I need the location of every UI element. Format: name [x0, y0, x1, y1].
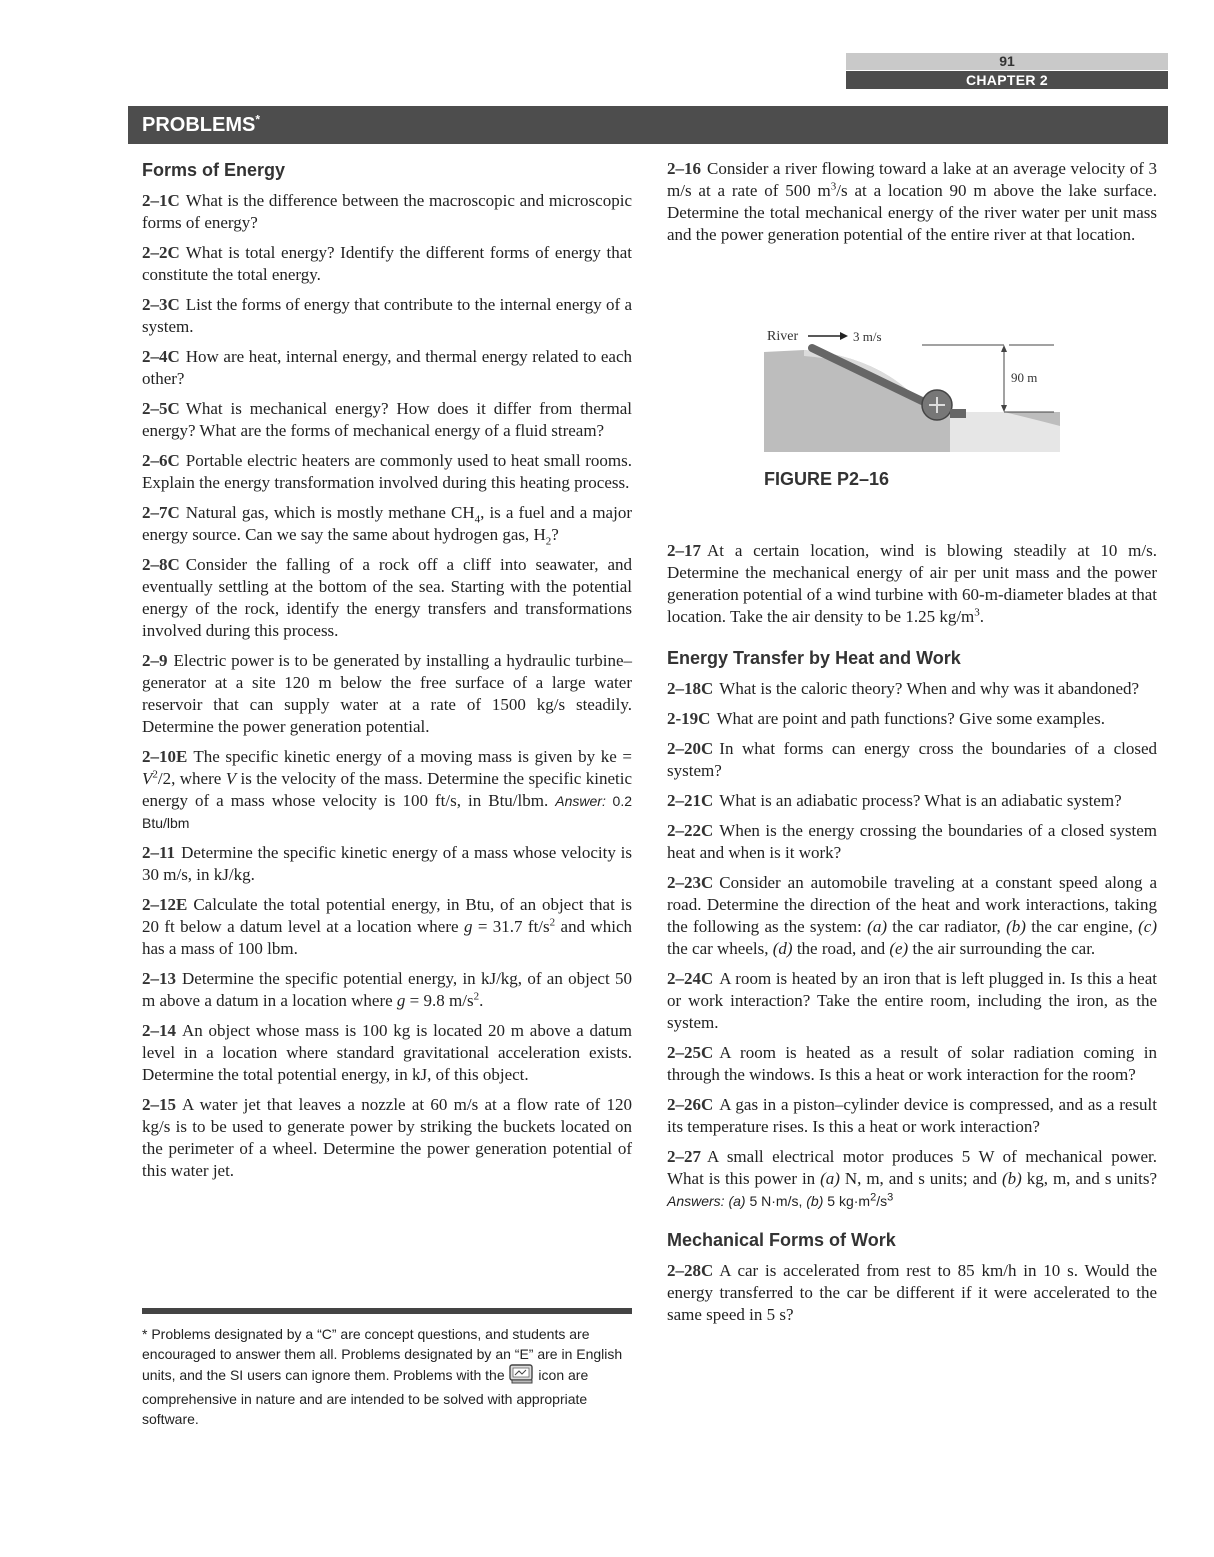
problem-number: 2-19C: [667, 709, 711, 728]
variable: V: [225, 769, 237, 788]
figure-caption: FIGURE P2–16: [764, 469, 890, 489]
problem-2-22c: [667, 820, 1157, 864]
problem-2-23c: [667, 872, 1157, 960]
problem-text: At a certain location, wind is blowing steadily at 10 m/s. Determine the mechanical energy of air per unit mass and the power generation potential of a wind turbine with 60-m-diameter blades at that location. Take the air density to be 1.25 kg/m: [667, 541, 1158, 626]
problem-number: 2–2C: [142, 243, 180, 262]
problem-number: 2–20C: [667, 739, 714, 758]
subscript: 2: [545, 535, 552, 548]
problem-number: 2–17: [667, 541, 701, 560]
superscript: 3: [887, 1191, 894, 1204]
problem-2-16: [667, 158, 1157, 246]
problem-text: In what forms can energy cross the boundaries of a closed system?: [667, 739, 1157, 780]
problem-2-8c: [142, 554, 632, 642]
problem-number: 2–9: [142, 651, 168, 670]
problem-2-7c: [142, 502, 632, 546]
problem-text: Determine the specific kinetic energy of a mass whose velocity is 30 m/s, in kJ/kg.: [142, 843, 632, 884]
problem-2-3c: [142, 294, 632, 338]
problem-2-10e: [142, 746, 632, 834]
problem-number: 2–4C: [142, 347, 180, 366]
problem-number: 2–14: [142, 1021, 176, 1040]
part-label: (b): [1006, 917, 1026, 936]
problem-number: 2–10E: [142, 747, 188, 766]
problem-2-19c: [667, 708, 1157, 730]
problem-text: A car is accelerated from rest to 85 km/h in 10 s. Would the energy transferred to the car be different if it were accelerated to the same speed in 5 s?: [667, 1261, 1157, 1324]
problem-text: A room is heated as a result of solar radiation coming in through the windows. Is this a heat or work interaction for the room?: [667, 1043, 1157, 1084]
problem-text: kg, m, and s units?: [1021, 1169, 1158, 1188]
problem-text: What is the difference between the macroscopic and microscopic forms of energy?: [142, 191, 632, 232]
superscript: 3: [830, 180, 837, 193]
problem-text: is the velocity of the mass. Determine the specific kinetic energy of a mass whose velocity is 100 ft/s, in Btu/lbm.: [142, 769, 632, 810]
problem-number: 2–6C: [142, 451, 180, 470]
problem-text: = 9.8 m/s: [405, 991, 474, 1010]
problem-text: A room is heated by an iron that is left plugged in. Is this a heat or work interaction? Take the entire room, including the iron, as the system.: [667, 969, 1157, 1032]
answer-value: /s: [876, 1193, 888, 1209]
problem-number: 2–23C: [667, 873, 714, 892]
superscript: 2: [870, 1191, 877, 1204]
problem-text: Consider an automobile traveling at a constant speed along a road. Determine the direction of the heat and work interactions, taking the following as the system:: [667, 873, 1157, 936]
part-label: (c): [1138, 917, 1157, 936]
problem-text: the air surrounding the car.: [908, 939, 1096, 958]
problem-2-2c: [142, 242, 632, 286]
part-label: (e): [889, 939, 909, 958]
problem-2-6c: [142, 450, 632, 494]
part-label: (b): [806, 1193, 824, 1209]
problem-text: A gas in a piston–cylinder device is compressed, and as a result its temperature rises. Is this a heat or work interaction?: [667, 1095, 1157, 1136]
variable: g: [396, 991, 406, 1010]
computer-icon: [509, 1364, 535, 1389]
problem-number: 2–3C: [142, 295, 180, 314]
problem-2-5c: [142, 398, 632, 442]
banner-footnote-mark: *: [255, 112, 261, 127]
problem-text: A water jet that leaves a nozzle at 60 m/s at a flow rate of 120 kg/s is to be used to generate power by striking the buckets located on the perimeter of a wheel. Determine the power generation potential of this water jet.: [142, 1095, 632, 1180]
answer: [667, 1193, 893, 1209]
variable: V: [142, 769, 153, 788]
problem-2-9: [142, 650, 632, 738]
footnote-divider: [142, 1308, 632, 1314]
problem-text: the car engine,: [1025, 917, 1139, 936]
problem-number: 2–8C: [142, 555, 180, 574]
problem-text: List the forms of energy that contribute to the internal energy of a system.: [142, 295, 632, 336]
part-label: (a): [820, 1169, 840, 1188]
problem-text: ?: [551, 525, 559, 544]
problem-2-26c: [667, 1094, 1157, 1138]
problem-2-20c: [667, 738, 1157, 782]
problem-number: 2–15: [142, 1095, 176, 1114]
problem-2-17: [667, 540, 1157, 628]
problem-text: How are heat, internal energy, and thermal energy related to each other?: [142, 347, 632, 388]
problem-number: 2–12E: [142, 895, 188, 914]
section-heading: Forms of Energy: [142, 160, 286, 180]
footnote: [142, 1324, 632, 1429]
river-label: River: [767, 329, 799, 344]
problem-text: the car wheels,: [667, 939, 773, 958]
problem-2-24c: [667, 968, 1157, 1034]
right-column: [667, 158, 1157, 254]
subscript: 4: [474, 513, 481, 526]
problem-2-1c: [142, 190, 632, 234]
footnote-text: * Problems designated by a “C” are concept questions, and students are encouraged to answer them all. Problems designated by an “E” are in English units, and the SI users can ignore them. Problems with the: [142, 1326, 623, 1384]
answer-value: 5 N·m/s,: [745, 1193, 807, 1209]
part-label: (d): [772, 939, 793, 958]
height-label: 90 m: [1011, 370, 1038, 385]
problem-number: 2–18C: [667, 679, 714, 698]
superscript: 2: [152, 768, 158, 781]
problem-text: Calculate the total potential energy, in Btu, of an object that is 20 ft below a datum level at a location where: [142, 895, 632, 936]
superscript: 2: [549, 916, 556, 929]
problem-text: What are point and path functions? Give some examples.: [716, 709, 1105, 728]
problem-text: A small electrical motor produces 5 W of mechanical power. What is this power in: [667, 1147, 1157, 1188]
problem-number: 2–13: [142, 969, 176, 988]
problem-2-15: [142, 1094, 632, 1182]
chapter-label: CHAPTER 2: [846, 71, 1168, 89]
problem-text: What is mechanical energy? How does it differ from thermal energy? What are the forms of mechanical energy of a fluid stream?: [142, 399, 632, 440]
problem-2-11: [142, 842, 632, 886]
problem-2-14: [142, 1020, 632, 1086]
river-figure: [764, 326, 1060, 454]
problem-number: 2–16: [667, 159, 701, 178]
problem-number: 2–24C: [667, 969, 714, 988]
problem-text: Consider a river flowing toward a lake at an average velocity of 3 m/s at a rate of 500 m: [667, 159, 1157, 200]
problem-number: 2–22C: [667, 821, 714, 840]
problem-text: Consider the falling of a rock off a cliff into seawater, and eventually settling at the bottom of the sea. Starting with the potential energy of the rock, identify the energy transfers and transformations involved during this process.: [142, 555, 632, 640]
problem-text: Determine the specific potential energy, in kJ/kg, of an object 50 m above a datum in a location where: [142, 969, 632, 1010]
velocity-label: 3 m/s: [853, 329, 882, 344]
problem-text: What is total energy? Identify the different forms of energy that constitute the total energy.: [142, 243, 632, 284]
problem-2-18c: [667, 678, 1157, 700]
problem-number: 2–11: [142, 843, 176, 862]
problem-text: Portable electric heaters are commonly used to heat small rooms. Explain the energy transformation involved during this heating process.: [142, 451, 632, 492]
superscript: 2: [473, 990, 480, 1003]
answer-label: Answers:: [667, 1193, 725, 1209]
problem-text: the road, and: [792, 939, 890, 958]
answer-label: Answer:: [555, 793, 606, 809]
problem-2-13: [142, 968, 632, 1012]
part-label: (a): [728, 1193, 746, 1209]
problem-text: /s at a location 90 m above the lake surface. Determine the total mechanical energy of the river water per unit mass and the power generation potential of the entire river at that location.: [667, 181, 1157, 244]
page-number: 91: [846, 53, 1168, 70]
problem-number: 2–7C: [142, 503, 180, 522]
banner-title: PROBLEMS: [142, 114, 256, 136]
problem-number: 2–1C: [142, 191, 180, 210]
problem-text: What is the caloric theory? When and why was it abandoned?: [719, 679, 1140, 698]
problem-number: 2–21C: [667, 791, 714, 810]
section-heading: Energy Transfer by Heat and Work: [667, 648, 961, 668]
answer-value: 0.2 Btu/lbm: [142, 793, 632, 831]
part-label: (b): [1002, 1169, 1022, 1188]
problem-text: /2, where: [157, 769, 226, 788]
problem-2-21c: [667, 790, 1157, 812]
problem-text: Electric power is to be generated by installing a hydraulic turbine–generator at a site 120 m below the free surface of a large water reservoir that can supply water at a rate of 1500 kg/s steadily. Determine the power generation potential.: [142, 651, 632, 736]
superscript: 3: [974, 606, 980, 619]
section-heading: Mechanical Forms of Work: [667, 1230, 896, 1250]
right-column-lower: [667, 540, 1157, 1334]
problem-text: What is an adiabatic process? What is an adiabatic system?: [719, 791, 1122, 810]
problem-number: 2–25C: [667, 1043, 714, 1062]
problem-2-25c: [667, 1042, 1157, 1086]
problem-number: 2–27: [667, 1147, 701, 1166]
problem-text: N, m, and s units; and: [839, 1169, 1002, 1188]
problems-banner: [128, 106, 1168, 144]
problem-text: Natural gas, which is mostly methane CH: [185, 503, 475, 522]
problem-number: 2–28C: [667, 1261, 714, 1280]
problem-text: .: [979, 607, 985, 626]
problem-text: and which has a mass of 100 lbm.: [142, 917, 633, 958]
problem-text: An object whose mass is 100 kg is located 20 m above a datum level in a location where standard gravitational acceleration exists. Determine the total potential energy, in kJ, of this object.: [142, 1021, 632, 1084]
problem-2-28c: [667, 1260, 1157, 1326]
problem-text: = 31.7 ft/s: [472, 917, 550, 936]
problem-text: the car radiator,: [887, 917, 1007, 936]
problem-2-27: [667, 1146, 1157, 1212]
answer-value: 5 kg·m: [823, 1193, 871, 1209]
problem-number: 2–5C: [142, 399, 180, 418]
problem-text: The specific kinetic energy of a moving mass is given by ke =: [193, 747, 632, 766]
left-column: [142, 158, 632, 1190]
variable: g: [463, 917, 473, 936]
problem-text: When is the energy crossing the boundaries of a closed system heat and when is it work?: [667, 821, 1157, 862]
problem-text: .: [479, 991, 484, 1010]
part-label: (a): [867, 917, 887, 936]
problem-2-12e: [142, 894, 632, 960]
problem-2-4c: [142, 346, 632, 390]
problem-text: , is a fuel and a major energy source. Can we say the same about hydrogen gas, H: [142, 503, 632, 544]
problem-number: 2–26C: [667, 1095, 714, 1114]
footnote-text: icon are comprehensive in nature and are intended to be solved with appropriate software.: [142, 1367, 589, 1427]
